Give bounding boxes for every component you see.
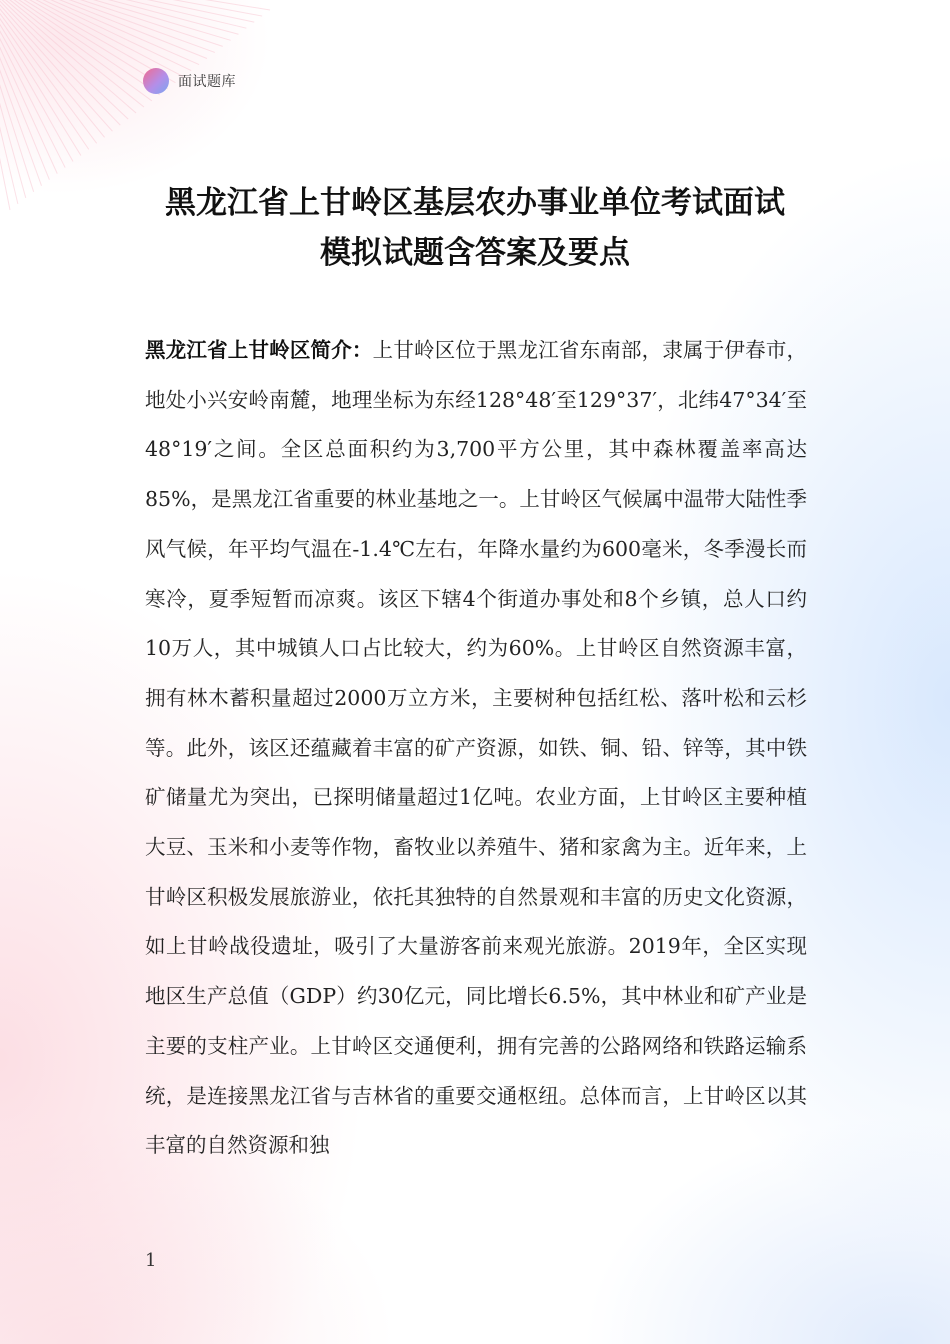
brand-logo-icon xyxy=(143,68,169,94)
decorative-ray xyxy=(0,0,105,137)
decorative-ray xyxy=(0,0,254,22)
decorative-ray xyxy=(0,0,128,119)
intro-body: 上甘岭区位于黑龙江省东南部，隶属于伊春市，地处小兴安岭南麓，地理坐标为东经128°48′至129°37′，北纬47°34′至48°19′之间。全区总面积约为3,700平方公里，其中森林覆盖率高达85%，是黑龙江省重要的林业基地之一。上甘岭区气候属中温带大陆性季风气候，年平均气温在-1.4℃左右，年降水量约为600毫米，冬季漫长而寒冷，夏季短暂而凉爽。该区下辖4个街道办事处和8个乡镇，总人口约10万人，其中城镇人口占比较大，约为60%。上甘岭区自然资源丰富，拥有林木蓄积量超过2000万立方米，主要树种包括红松、落叶松和云杉等。此外，该区还蕴藏着丰富的矿产资源，如铁、铜、铅、锌等，其中铁矿储量尤为突出，已探明储量超过1亿吨。农业方面，上甘岭区主要种植大豆、玉米和小麦等作物，畜牧业以养殖牛、猪和家禽为主。近年来，上甘岭区积极发展旅游业，依托其独特的自然景观和丰富的历史文化资源，如上甘岭战役遗址，吸引了大量游客前来观光旅游。2019年，全区实现地区生产总值（GDP）约30亿元，同比增长6.5%，其中林业和矿产业是主要的支柱产业。上甘岭区交通便利，拥有完善的公路网络和铁路运输系统，是连接黑龙江省与吉林省的重要交通枢纽。总体而言，上甘岭区以其丰富的自然资源和独 xyxy=(145,338,808,1158)
title-line-1: 黑龙江省上甘岭区基层农办事业单位考试面试 xyxy=(165,185,785,221)
intro-lead: 黑龙江省上甘岭区简介： xyxy=(145,338,373,362)
decorative-ray xyxy=(0,0,65,168)
decorative-ray xyxy=(0,0,73,162)
page-number: 1 xyxy=(145,1250,157,1271)
document-title xyxy=(100,178,850,278)
decorative-ray xyxy=(0,0,207,58)
title-line-2: 模拟试题含答案及要点 xyxy=(320,235,630,271)
brand-text: 面试题库 xyxy=(178,74,236,90)
decorative-ray xyxy=(0,0,144,107)
decorative-ray xyxy=(0,0,57,174)
intro-paragraph xyxy=(145,326,807,1171)
brand-header xyxy=(143,68,236,94)
